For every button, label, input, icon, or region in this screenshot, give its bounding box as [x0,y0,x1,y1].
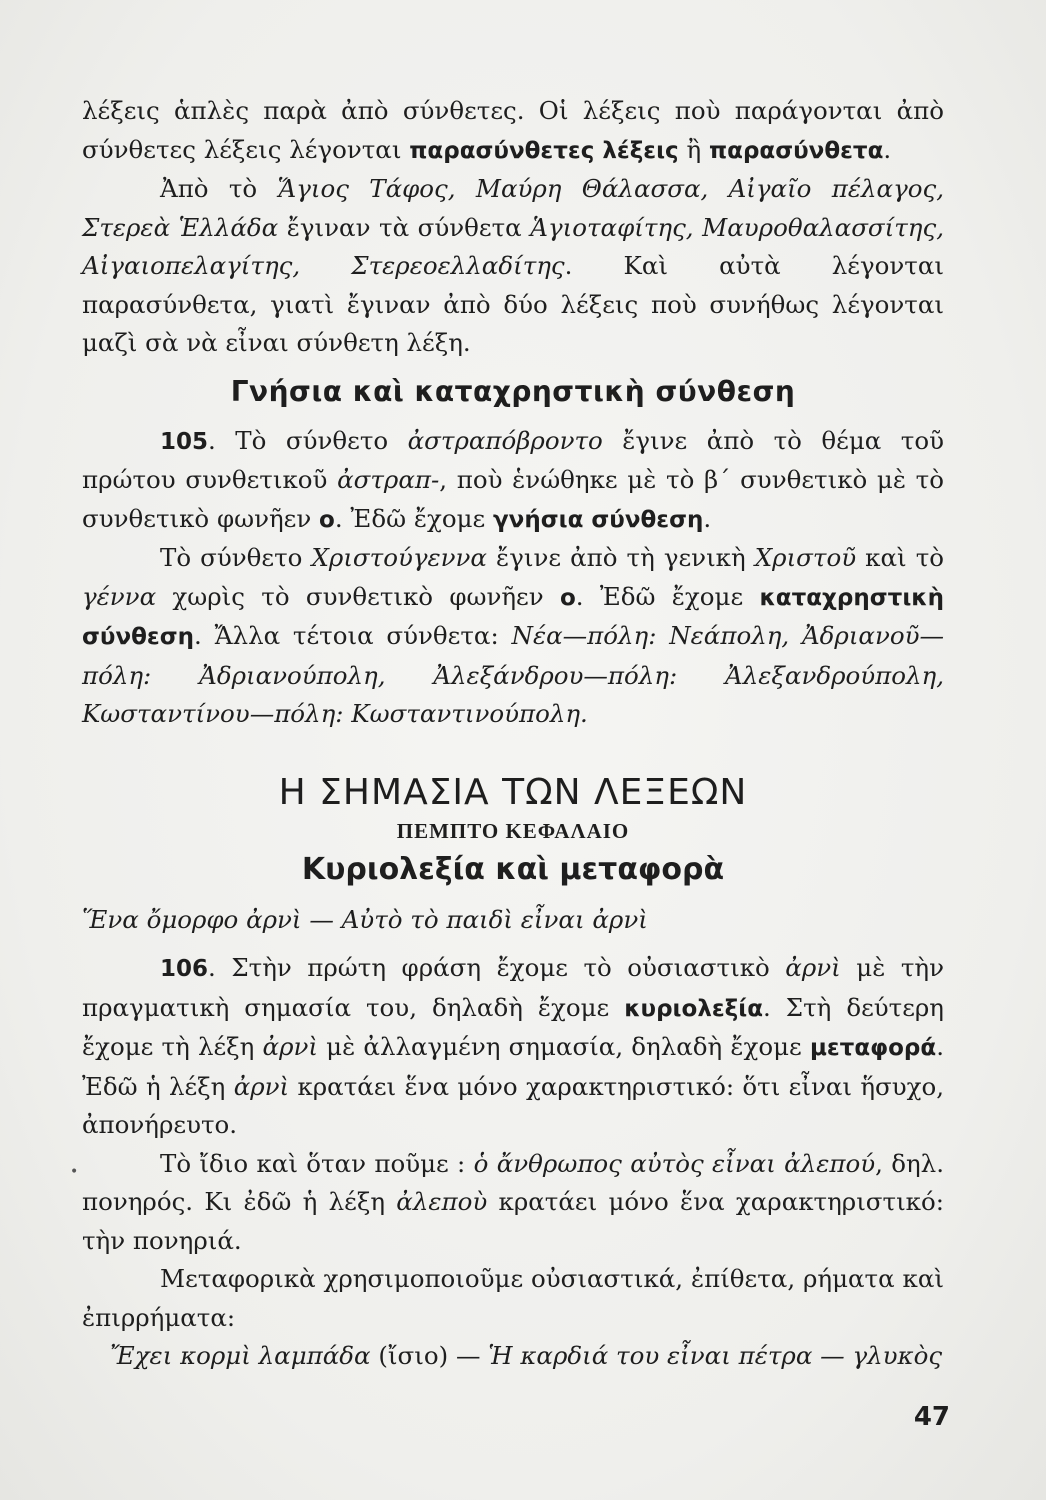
example-text: ἀρνὶ [262,1032,318,1061]
example-text: γέννα [82,581,157,611]
text: . [883,134,892,164]
text: . Ἐδῶ ἔχομε [334,503,493,533]
chapter-title: ΠΕΜΠΤΟ ΚΕΦΑΛΑΙΟ [396,818,630,843]
example-text: Ἔχει κορμὶ λαμπάδα [110,1341,371,1370]
example-text: Χριστούγεννα [311,543,487,572]
paragraph-number: 106 [160,956,209,982]
example-text: ὁ ἄνθρωπος αὐτὸς εἶναι ἀλεπού [473,1148,876,1178]
text: Ἀπὸ τὸ [160,174,278,203]
text: καὶ τὸ [856,543,944,572]
term-gnisia-synthesi: γνήσια σύνθεση [493,506,704,533]
text: (ἴσιο) — [370,1341,489,1370]
paragraph-105-continued [82,539,944,734]
text: . Στὴ δεύτερη ἔχομε τὴ λέξη [82,992,944,1061]
term-kyriolexia: κυριολεξία [624,995,764,1022]
paragraph-106-metaforika [82,1260,944,1337]
example-text: ἀστραπ- [337,465,440,494]
example-text: Ἅγιος Τάφος, Μαύρη Θάλασσα, Αἰγαῖο πέλαγος, Στερεὰ Ἑλλάδα [82,174,944,242]
example-text: ἀρνὶ [785,953,841,982]
text: λέξεις ἁπλὲς παρὰ ἀπὸ σύνθετες. Οἱ λέξεις ποὺ παράγονται ἀπὸ σύνθετες λέξεις λέγονται [82,96,944,164]
text: , ποὺ ἑνώθηκε μὲ τὸ β΄ συνθετικὸ μὲ τὸ συνθετικὸ φωνῆεν [82,465,944,533]
text: μὲ ἀλλαγμένη σημασία, δηλαδὴ ἔχομε [317,1032,810,1061]
example-text: ἀστραπόβροντο [407,425,603,455]
paragraph-105 [82,422,944,540]
example-text: Νέα—πόλη: Νεάπολη, Ἀδριανοῦ—πόλη: Ἀδριανούπολη, Ἀλεξάνδρου—πόλη: Ἀλεξανδρούπολη, Κωσταντίνου—πόλη: Κωσταντινούπολη. [82,621,945,728]
text: κρατάει μόνο ἕνα χαρακτηριστικό: τὴν πονηριά. [82,1187,944,1255]
paragraph-106-alepou [82,1145,944,1261]
text: ἔγινε ἀπὸ τὸ θέμα τοῦ πρώτου συνθετικοῦ [82,425,944,494]
text: Τὸ σύνθετο [160,543,312,572]
text: ἔγινε ἀπὸ τὴ γενικὴ [486,543,755,572]
text: . Καὶ αὐτὰ λέγονται παρασύνθετα, γιατὶ ἔγιναν ἀπὸ δύο λέξεις ποὺ συνήθως λέγονται μαζὶ σὰ νὰ εἶναι σύνθετη λέξη. [82,251,944,357]
bold-letter: ο [319,506,335,533]
paragraph-number: 105 [160,428,209,455]
bold-letter: ο [559,584,576,611]
page-content [82,92,944,1376]
term-metafora: μεταφορά [809,1035,937,1061]
example-text: Ἁγιοταφίτης, Μαυροθαλασσίτης, Αἰγαιοπελαγίτης, Στερεοελλαδίτης [82,212,944,280]
paragraph-intro [82,92,944,170]
text: . Ἐδῶ ἔχομε [575,581,760,611]
section-heading-synthesis: Γνήσια καὶ καταχρηστικὴ σύνθεση [230,374,796,408]
text: χωρὶς τὸ συνθετικὸ φωνῆεν [156,581,560,611]
section-heading-kyriolexia: Κυριολεξία καὶ μεταφορὰ [301,851,725,887]
text: , δηλ. πονηρός. Κι ἐδῶ ἡ λέξη [82,1148,944,1216]
text: ἔγιναν τὰ σύνθετα [278,212,531,242]
paragraph-106 [82,949,944,1145]
term-parasyntheta: παρασύνθετα [708,137,884,164]
text: Μεταφορικὰ χρησιμοποιοῦμε οὐσιαστικά, ἐπίθετα, ρήματα καὶ ἐπιρρήματα: [82,1264,944,1332]
example-text: ἀρνὶ [233,1071,290,1101]
text: . Ἐδῶ ἡ λέξη [82,1032,944,1101]
part-title: Η ΣΗΜΑΣΙΑ ΤΩΝ ΛΕΞΕΩΝ [278,771,748,813]
text: . Στὴν πρώτη φράση ἔχομε τὸ οὐσιαστικὸ [208,953,786,982]
example-text: Ἡ καρδιά του εἶναι πέτρα — γλυκὸς [488,1341,943,1370]
example-text: Ἕνα ὄμορφο ἀρνὶ — Αὐτὸ τὸ παιδὶ εἶναι ἀρνὶ [82,904,648,934]
text: . [703,503,712,533]
text: Τὸ ἴδιο καὶ ὅταν ποῦμε : [160,1148,474,1178]
example-line-arni [82,901,944,940]
text: ἢ [678,134,709,164]
page-number: 47 [913,1402,950,1432]
margin-dot: • [70,1164,79,1180]
term-parasyntheta-lexeis: παρασύνθετες λέξεις [409,137,679,164]
paragraph-examples-parasyntheta [82,170,944,363]
text: . Ἄλλα τέτοια σύνθετα: [194,621,512,650]
example-text: ἀλεποὺ [396,1187,488,1216]
example-line-lampada [82,1337,944,1376]
text: κρατάει ἕνα μόνο χαρακτηριστικό: ὅτι εἶναι ἥσυχο, ἀπονήρευτο. [82,1071,945,1139]
text: μὲ τὴν πραγματικὴ σημασία του, δηλαδὴ ἔχομε [82,953,944,1022]
example-text: Χριστοῦ [754,543,857,572]
term-katachristiki-synthesi: καταχρηστικὴ σύνθεση [82,584,944,650]
text: . Τὸ σύνθετο [208,425,408,455]
